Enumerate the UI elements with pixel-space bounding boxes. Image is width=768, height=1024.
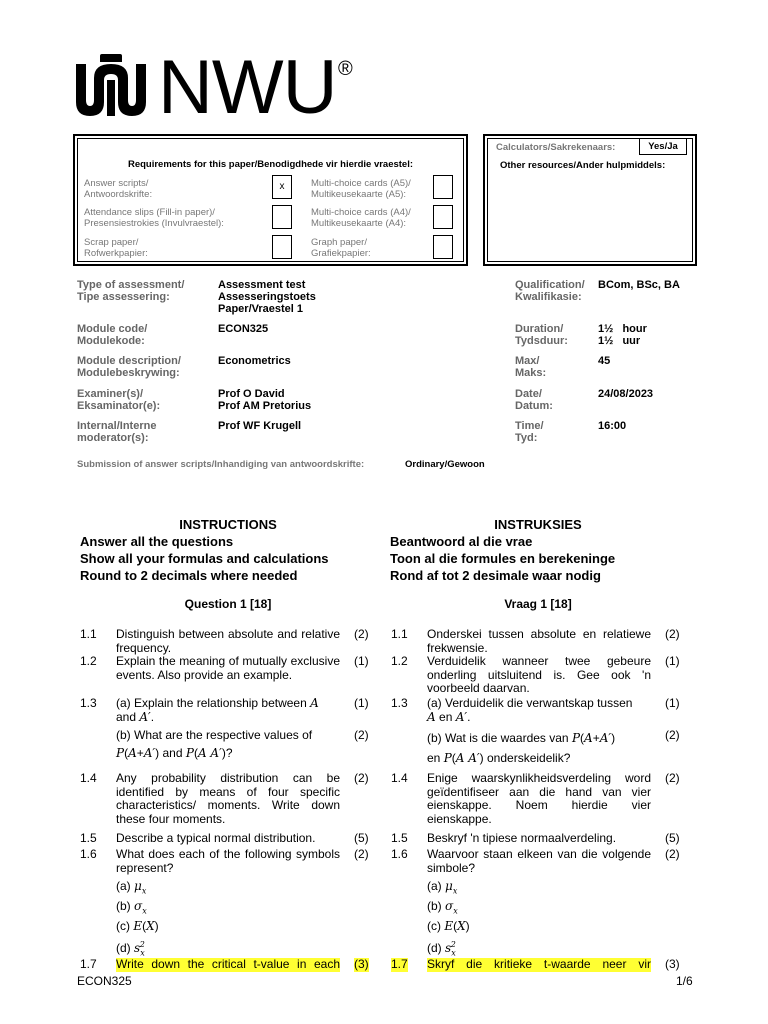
en-q12-marks: (1)	[354, 654, 369, 668]
duration-label: Duration/ Tydsduur:	[515, 323, 568, 347]
en-q14-text: Any probability distribution can be identified by means of four specific characteristics/ moments. Write down these four moments.	[116, 771, 340, 826]
af-q14-number: 1.4	[391, 771, 408, 785]
en-q17-text: Write down the critical t-value in each	[116, 957, 340, 971]
af-q15-number: 1.5	[391, 831, 408, 845]
en-q12-text: Explain the meaning of mutually exclusive events. Also provide an example.	[116, 654, 340, 682]
af-q15-text: Beskryf 'n tipiese normaalverdeling.	[427, 831, 617, 845]
submission-label: Submission of answer scripts/Inhandiging van antwoordskrifte:	[77, 459, 365, 470]
req-mc-a4-checkbox	[433, 205, 453, 229]
af-q12-marks: (1)	[665, 654, 680, 668]
moderator-label: Internal/Interne moderator(s):	[77, 420, 157, 444]
module-description-label: Module description/ Modulebeskrywing:	[77, 355, 181, 379]
date-value: 24/08/2023	[598, 388, 654, 400]
en-q15-marks: (5)	[354, 831, 369, 845]
en-q16-marks: (2)	[354, 847, 369, 861]
af-q14-text: Enige waarskynlikheidsverdeling word geïdentifiseer aan die hand van vier eienskappe. Noem hierdie vier eienskappe.	[427, 771, 651, 826]
req-mc-a4-label: Multi-choice cards (A4)/ Multikeusekaarte (A4):	[311, 207, 411, 229]
en-symbol-d: (d) $s_x^2$	[116, 940, 145, 958]
calculators-inner-border	[487, 138, 693, 262]
af-symbol-a: (a) $\mu_x$	[427, 879, 458, 896]
module-code-value: ECON325	[218, 323, 269, 335]
af-q12-text: Verduidelik wanneer twee gebeure onderling uitsluitend is. Gee ook 'n voorbeeld daarvan.	[427, 654, 651, 695]
date-label: Date/ Datum:	[515, 388, 553, 412]
req-scrap-paper-checkbox	[272, 235, 292, 259]
calculators-value: Yes/Ja	[639, 138, 687, 155]
af-q17-text: Skryf die kritieke t-waarde neer vir	[427, 957, 651, 971]
req-scrap-paper-label: Scrap paper/ Rofwerkpapier:	[84, 237, 148, 259]
logo-text: NWU	[158, 45, 337, 130]
calculators-label: Calculators/Sakrekenaars:	[496, 142, 616, 153]
af-q11-number: 1.1	[391, 627, 408, 641]
instruction-en-3: Round to 2 decimals where needed	[80, 568, 298, 583]
nwu-emblem-icon	[72, 50, 150, 120]
instruction-af-2: Toon al die formules en berekeninge	[390, 551, 616, 566]
other-resources-label: Other resources/Ander hulpmiddels:	[500, 160, 666, 171]
af-q12-number: 1.2	[391, 654, 408, 668]
en-q15-number: 1.5	[80, 831, 97, 845]
af-q17-number: 1.7	[391, 957, 408, 971]
req-answer-scripts-checkbox: x	[272, 175, 292, 199]
duration-value: 1½ hour 1½ uur	[598, 323, 647, 347]
af-symbol-d: (d) $s_x^2$	[427, 940, 456, 958]
en-symbol-a: (a) $\mu_x$	[116, 879, 147, 896]
question-title-af: Vraag 1 [18]	[504, 597, 572, 611]
req-mc-a5-checkbox	[433, 175, 453, 199]
qualification-label: Qualification/ Kwalifikasie:	[515, 279, 585, 303]
af-q13b-text: (b) Wat is die waardes van P(A+A′) en P(A A′) onderskeidelik?	[427, 731, 616, 765]
type-assessment-label: Type of assessment/ Tipe assessering:	[77, 279, 185, 303]
type-assessment-value: Assessment test Assesseringstoets Paper/Vraestel 1	[218, 279, 316, 315]
af-symbol-b: (b) $\sigma_x$	[427, 899, 458, 916]
req-attendance-slips-checkbox	[272, 205, 292, 229]
module-code-label: Module code/ Modulekode:	[77, 323, 148, 347]
req-mc-a5-label: Multi-choice cards (A5)/ Multikeusekaarte (A5):	[311, 178, 411, 200]
af-q16-text: Waarvoor staan elkeen van die volgende simbole?	[427, 847, 651, 875]
en-symbol-c: (c) E(X)	[116, 919, 159, 933]
time-value: 16:00	[598, 420, 627, 432]
en-q12-number: 1.2	[80, 654, 97, 668]
en-q14-number: 1.4	[80, 771, 97, 785]
en-q14-marks: (2)	[354, 771, 369, 785]
af-q13a-marks: (1)	[665, 696, 680, 710]
time-label: Time/ Tyd:	[515, 420, 544, 444]
req-graph-paper-label: Graph paper/ Grafiekpapier:	[311, 237, 371, 259]
instruction-en-1: Answer all the questions	[80, 534, 234, 549]
registered-mark: ®	[338, 58, 353, 80]
en-q11-marks: (2)	[354, 627, 369, 641]
en-q11-number: 1.1	[80, 627, 97, 641]
moderator-value: Prof WF Krugell	[218, 420, 302, 432]
instruction-af-3: Rond af tot 2 desimale waar nodig	[390, 568, 601, 583]
en-q15-text: Describe a typical normal distribution.	[116, 831, 316, 845]
instructions-title-af: INSTRUKSIES	[494, 517, 582, 532]
en-q11-text: Distinguish between absolute and relative frequency.	[116, 627, 340, 655]
en-q16-number: 1.6	[80, 847, 97, 861]
en-q13b-text: (b) What are the respective values of P(A+A′) and P(A A′)?	[116, 728, 313, 760]
instructions-title-en: INSTRUCTIONS	[179, 517, 277, 532]
en-q17-number: 1.7	[80, 957, 97, 971]
req-answer-scripts-label: Answer scripts/ Antwoordskrifte:	[84, 178, 153, 200]
examiners-label: Examiner(s)/ Eksaminator(e):	[77, 388, 161, 412]
en-q16-text: What does each of the following symbols represent?	[116, 847, 340, 875]
req-graph-paper-checkbox	[433, 235, 453, 259]
qualification-value: BCom, BSc, BA	[598, 279, 680, 291]
footer-module-code: ECON325	[77, 974, 132, 988]
en-q17-marks: (3)	[354, 957, 369, 971]
en-q13a-text: (a) Explain the relationship between A and A′.	[116, 696, 319, 724]
max-marks-value: 45	[598, 355, 611, 367]
af-q13-number: 1.3	[391, 696, 408, 710]
examiners-value: Prof O David Prof AM Pretorius	[218, 388, 312, 412]
af-q15-marks: (5)	[665, 831, 680, 845]
footer-page-number: 1/6	[676, 974, 693, 988]
instruction-en-2: Show all your formulas and calculations	[80, 551, 329, 566]
instruction-af-1: Beantwoord al die vrae	[390, 534, 533, 549]
af-q11-marks: (2)	[665, 627, 680, 641]
requirements-title: Requirements for this paper/Benodigdhede vir hierdie vraestel:	[127, 159, 414, 170]
af-q13a-text: (a) Verduidelik die verwantskap tussen A en A′.	[427, 696, 633, 724]
af-q17-marks: (3)	[665, 957, 680, 971]
module-description-value: Econometrics	[218, 355, 291, 367]
en-symbol-b: (b) $\sigma_x$	[116, 899, 147, 916]
req-attendance-slips-label: Attendance slips (Fill-in paper)/ Presensiestrokies (Invulvraestel):	[84, 207, 224, 229]
en-q13a-marks: (1)	[354, 696, 369, 710]
max-marks-label: Max/ Maks:	[515, 355, 547, 379]
af-q16-number: 1.6	[391, 847, 408, 861]
en-q13b-marks: (2)	[354, 728, 369, 742]
question-title-en: Question 1 [18]	[184, 597, 272, 611]
af-q11-text: Onderskei tussen absolute en relatiewe frekwensie.	[427, 627, 651, 655]
af-q14-marks: (2)	[665, 771, 680, 785]
submission-value: Ordinary/Gewoon	[405, 459, 485, 470]
af-q16-marks: (2)	[665, 847, 680, 861]
af-q13b-marks: (2)	[665, 728, 680, 742]
en-q13-number: 1.3	[80, 696, 97, 710]
af-symbol-c: (c) E(X)	[427, 919, 470, 933]
